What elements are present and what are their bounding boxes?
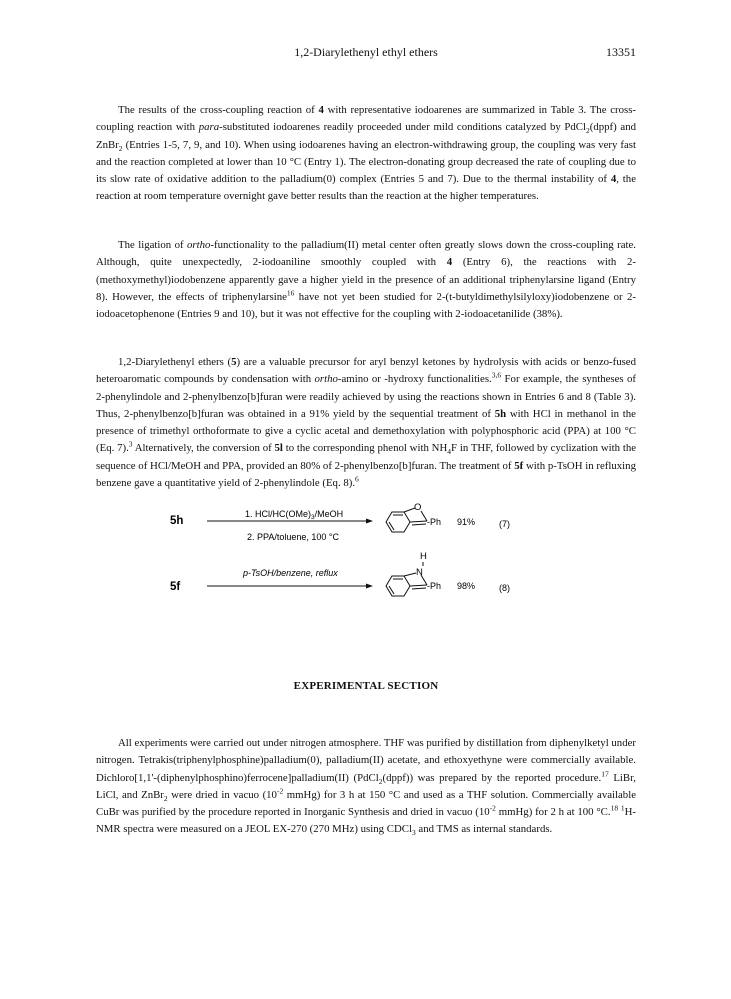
text-run: (Entry 6), the reactions with 2-(methoxymethyl)iodobenzene apparently gave a higher yield in the presence of an additional triphenylarsine ligand (Entry 8). However, the effects of triphenylarsine: [96, 256, 636, 303]
text-run: -amino or -hydroxy functionalities.: [337, 373, 492, 386]
superscript: -2: [276, 786, 284, 796]
subscript: 2: [586, 126, 590, 136]
step1-conditions: [245, 509, 343, 521]
compound-number: 4: [610, 173, 617, 186]
step1-tail: /MeOH: [314, 509, 344, 519]
text-run: , the reaction at room temperature overnight gave better results than the reaction at the higher temperatures.: [96, 173, 636, 203]
equation-7: [170, 502, 510, 542]
running-title: 1,2-Diarylethenyl ethyl ethers: [294, 45, 438, 59]
text-run: The ligation of: [118, 239, 187, 251]
step1-subscript: 3: [311, 514, 315, 521]
yield: 91%: [457, 517, 476, 527]
oxygen-atom: O: [414, 502, 422, 513]
subscript: 2: [163, 794, 168, 804]
indole-structure: [386, 573, 427, 596]
paragraph-2: [96, 237, 636, 323]
citation: 6: [355, 474, 359, 484]
ring-double-bond: [389, 522, 394, 530]
text-run: ) are a valuable precursor for aryl benzyl ketones by hydrolysis with acids or benzo-fused heteroaromatic compounds by condensation with: [96, 356, 636, 386]
italic-term: ortho: [187, 239, 211, 251]
benzene-ring: [386, 512, 410, 532]
ring-bond: [404, 573, 416, 576]
reactant-label: 5f: [170, 581, 181, 593]
ring-double-bond: [412, 524, 426, 525]
text-run: (dppf)) was prepared by the reported procedure.: [382, 771, 602, 784]
ring-double-bond: [412, 588, 426, 589]
equation-number: (7): [499, 519, 510, 529]
compound-number: 5f: [514, 459, 524, 472]
phenyl-substituent: -Ph: [427, 581, 442, 591]
subscript: 2: [378, 776, 383, 786]
paragraph-1: [96, 102, 636, 206]
text-run: The results of the cross-coupling reaction of: [118, 104, 319, 116]
ring-bond: [421, 575, 427, 585]
ring-double-bond: [389, 586, 394, 594]
compound-number: 5: [231, 356, 237, 368]
ring-bond: [404, 508, 415, 512]
text-run: (Entries 1-5, 7, 9, and 10). When using iodoarenes having an electron-withdrawing group, the coupling was very fast and the reaction completed at lower than 10 °C (Entry 1). The electron-donating group decreased the rate of coupling due to its slow rate of oxidative addition to the palladium(0) complex (Entries 5 and 7). Due to the thermal instability of: [96, 138, 636, 186]
text-run: mmHg) for 3 h at 150 °C and used as a THF solution. Commercially available CuBr was purified by the procedure reported in Inorganic Synthesis and dried in vacuo (10: [96, 788, 636, 819]
italic-term: ortho: [314, 373, 338, 386]
text-run: (dppf) and ZnBr: [96, 121, 636, 151]
ring-bond: [421, 511, 427, 521]
text-run: Alternatively, the conversion of: [132, 442, 275, 455]
text-run: LiBr, LiCl, and ZnBr: [96, 771, 636, 801]
text-run: -functionality to the palladium(II) metal center often greatly slows down the cross-coupling rate. Although, quite unexpectedly, 2-iodoaniline smoothly coupled with: [96, 239, 636, 269]
text-run: -substituted iodoarenes readily proceeded under mild conditions catalyzed by PdCl: [219, 121, 587, 134]
text-run: to the corresponding phenol with NH: [282, 442, 448, 455]
text-run: H-NMR spectra were measured on a JEOL EX-270 (270 MHz) using CDCl: [96, 806, 636, 836]
text-run: All experiments were carried out under nitrogen atmosphere. THF was purified by distillation from diphenylketyl under nitrogen. Tetrakis(triphenylphosphine)palladium(0), palladium(II) acetate, and ethoxyethyne were commercially available. Dichloro[1,1'-(diphenylphosphino)ferrocene]palladium(II) (PdCl: [96, 737, 636, 784]
paragraph-3: [96, 354, 636, 492]
paragraph-4: [96, 735, 636, 839]
text-run: have not yet been studied for 2-(t-butyldimethylsilyloxy)iodobenzene or 2-iodoacetophenone (Entries 9 and 10), but it was not effective for the coupling with 2-iodoacetanilide (38%).: [96, 290, 637, 321]
text-run: mmHg) for 2 h at 100 °C.: [495, 806, 611, 819]
text-run: 1,2-Diarylethenyl ethers (: [118, 356, 232, 368]
benzofuran-structure: [386, 508, 427, 532]
phenyl-substituent: -Ph: [427, 517, 442, 527]
equation-number: (8): [499, 583, 510, 593]
text-run: and TMS as internal standards.: [415, 823, 553, 836]
subscript: 3: [411, 828, 416, 838]
text-run: For example, the syntheses of 2-phenylindole and 2-phenylbenzo[b]furan were readily achieved by using the reactions shown in Entries 6 and 8 (Table 3). Thus, 2-phenylbenzo[b]furan was obtained in a 91% yield by the sequential treatment of: [96, 373, 636, 420]
text-run: with p-TsOH in refluxing benzene gave a quantitative yield of 2-phenylindole (Eq. 8).: [96, 459, 636, 490]
equation-8: [170, 551, 510, 596]
compound-number: 5h: [494, 407, 507, 420]
benzene-ring: [386, 576, 410, 596]
reactant-label: 5h: [170, 515, 184, 527]
italic-term: para: [198, 121, 220, 134]
subscript: 4: [447, 447, 452, 457]
text-run: were dried in vacuo (10: [167, 788, 277, 801]
arrow-head: [366, 519, 373, 524]
citation: 17: [601, 769, 609, 778]
citation: 3: [128, 439, 133, 449]
section-heading: EXPERIMENTAL SECTION: [293, 680, 439, 692]
yield: 98%: [457, 581, 476, 591]
compound-number: 5l: [274, 442, 283, 455]
ring-bond: [410, 585, 427, 586]
citation: 18: [610, 803, 619, 813]
page-number: 13351: [606, 45, 636, 59]
ring-bond: [410, 521, 427, 522]
citation: 16: [286, 288, 295, 298]
subscript: 2: [118, 143, 123, 153]
nitrogen-atom: N: [416, 567, 423, 578]
compound-number: 4: [318, 104, 324, 116]
citation: 3,6: [491, 370, 502, 380]
nh-hydrogen: H: [420, 551, 427, 562]
text-run: with representative iodoarenes are summarized in Table 3. The cross-coupling reaction with: [96, 104, 637, 134]
arrow-head: [366, 584, 373, 589]
compound-number: 4: [446, 256, 453, 269]
superscript: -2: [489, 803, 496, 813]
text-run: F in THF, followed by cyclization with the sequence of HCl/MeOH and PPA, provided an 80% of 2-phenylbenzo[b]furan. The treatment of: [96, 442, 637, 472]
step1-text: 1. HCl/HC(OMe): [245, 509, 312, 519]
text-run: with HCl in methanol in the presence of trimethyl orthoformate to give a cyclic acetal and demethoxylation with polyphosphoric acid (PPA) at 100 °C (Eq. 7).: [96, 407, 636, 455]
step2-conditions: 2. PPA/toluene, 100 °C: [247, 532, 339, 542]
conditions: p-TsOH/benzene, reflux: [243, 568, 338, 578]
superscript: 1: [620, 803, 625, 813]
